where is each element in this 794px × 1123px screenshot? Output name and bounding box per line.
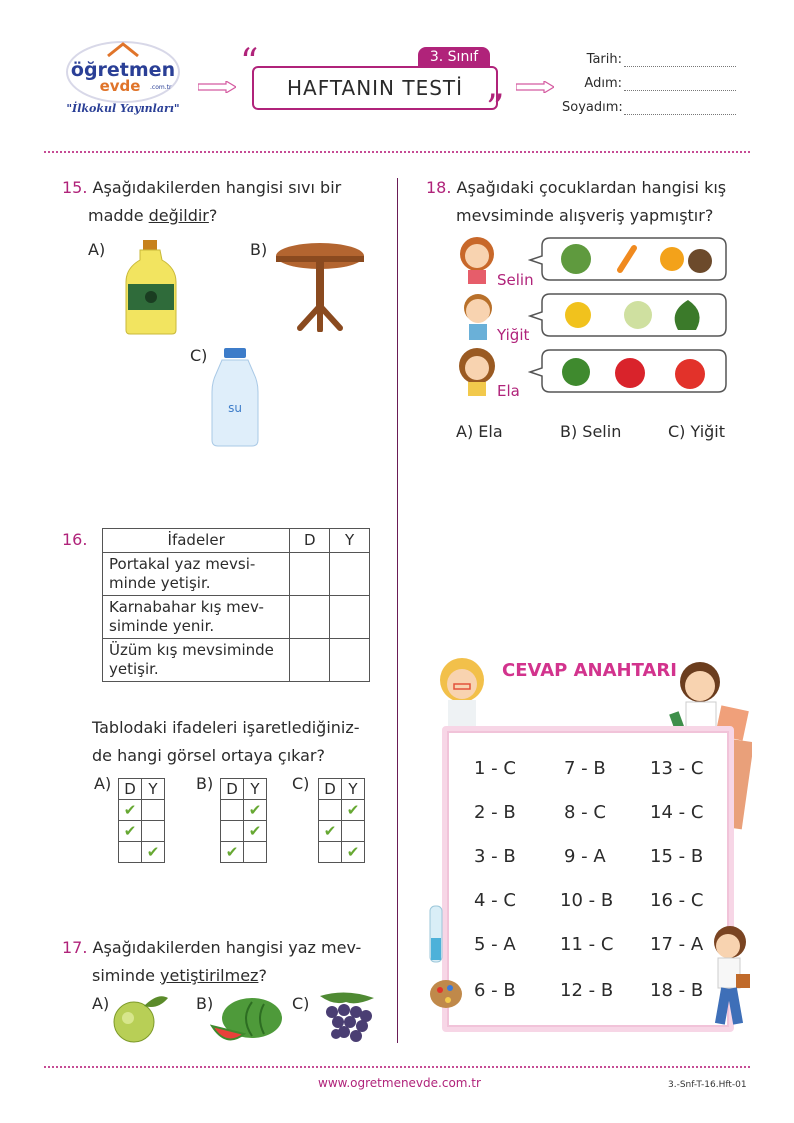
answer-item: 17 - A [650, 934, 704, 955]
table-row: Karnabahar kış mev- siminde yenir. [103, 596, 370, 639]
header-divider [44, 151, 750, 153]
wooden-table-icon [272, 240, 368, 332]
svg-text:.com.tr: .com.tr [150, 84, 172, 91]
answer-item: 9 - A [564, 846, 606, 867]
footer-url[interactable]: www.ogretmenevde.com.tr [318, 1076, 481, 1090]
answer-item: 2 - B [474, 802, 516, 823]
quince-icon [565, 302, 591, 328]
girl-avatar-icon [456, 234, 498, 284]
name-field[interactable] [562, 76, 736, 91]
check-icon: ✔ [119, 800, 142, 821]
answer-key-title: CEVAP ANAHTARI [502, 660, 677, 681]
open-quote-icon: “ [240, 42, 259, 83]
date-field[interactable] [562, 52, 736, 67]
check-icon: ✔ [319, 821, 342, 842]
question-18: 18. Aşağıdaki çocuklardan hangisi kış mevsiminde alışveriş yapmıştır? [426, 178, 727, 225]
answer-item: 1 - C [474, 758, 516, 779]
table-header-row: İfadeler D Y [103, 529, 370, 553]
plum-icon [108, 988, 170, 1046]
name-label: Adım: [584, 76, 622, 91]
answer-item: 11 - C [560, 934, 614, 955]
table-row: Üzüm kış mevsiminde yetişir. [103, 639, 370, 682]
speech-bubble [528, 290, 728, 340]
option-b-label[interactable]: B) [196, 774, 214, 793]
question-16-prompt: Tablodaki ifadeleri işaretlediğiniz- de hangi görsel ortaya çıkar? [92, 718, 360, 765]
question-15: 15. Aşağıdakilerden hangisi sıvı bir madde değildir? [62, 178, 342, 225]
d-cell[interactable] [290, 596, 330, 639]
kiwi-icon [688, 249, 712, 273]
svg-text:"İlkokul Yayınları": "İlkokul Yayınları" [66, 102, 180, 115]
svg-text:evde: evde [99, 77, 141, 95]
d-cell[interactable] [290, 553, 330, 596]
answer-item: 10 - B [560, 890, 614, 911]
close-quote-icon: ” [486, 88, 505, 129]
option-a-label[interactable]: A) [88, 240, 106, 259]
kid-name-yigit: Yiğit [497, 326, 530, 344]
page-title: HAFTANIN TESTİ [252, 66, 498, 110]
document-code: 3.-Snf-T-16.Hft-01 [668, 1080, 747, 1090]
y-cell[interactable] [330, 553, 370, 596]
check-icon: ✔ [142, 842, 165, 863]
answer-item: 8 - C [564, 802, 606, 823]
check-icon: ✔ [244, 821, 267, 842]
statements-table [102, 528, 370, 682]
option-b-label[interactable]: B) [196, 994, 214, 1013]
option-c-label[interactable]: C) [292, 994, 310, 1013]
surname-label: Soyadım: [562, 100, 623, 115]
y-cell[interactable] [330, 639, 370, 682]
grapes-icon [316, 988, 378, 1048]
answer-item: 3 - B [474, 846, 516, 867]
footer-divider [44, 1066, 750, 1068]
option-b-label[interactable]: B) [250, 240, 268, 259]
answer-item: 6 - B [474, 980, 516, 1001]
broccoli-icon [562, 358, 590, 386]
option-c-label[interactable]: C) [190, 346, 208, 365]
option-a-label[interactable]: A) [94, 774, 112, 793]
answer-item: 14 - C [650, 802, 704, 823]
svg-text:öğretmen: öğretmen [70, 59, 176, 81]
option-a-grid: D Y ✔ ✔ ✔ [118, 778, 165, 863]
question-number: 16. [62, 530, 88, 549]
publisher-logo [62, 36, 184, 120]
orange-icon [660, 247, 684, 271]
melon-icon [624, 301, 652, 329]
question-17: 17. Aşağıdakilerden hangisi yaz mev- siminde yetiştirilmez? [62, 938, 362, 985]
answer-item: 12 - B [560, 980, 614, 1001]
option-c-label[interactable]: C) [292, 774, 310, 793]
option-c[interactable]: C) Yiğit [668, 422, 726, 441]
arrow-right-icon [516, 81, 554, 93]
answer-item: 15 - B [650, 846, 704, 867]
water-bottle-icon [208, 346, 262, 448]
oil-bottle-icon [122, 238, 180, 336]
waving-boy-icon [702, 922, 758, 1030]
option-b[interactable]: B) Selin [560, 422, 622, 441]
cabbage-icon [561, 244, 591, 274]
speech-bubble [528, 346, 728, 396]
kid-name-ela: Ela [497, 382, 520, 400]
table-row: Portakal yaz mevsi- minde yetişir. [103, 553, 370, 596]
answer-item: 13 - C [650, 758, 704, 779]
question-number: 18. [426, 178, 452, 197]
answer-item: 5 - A [474, 934, 516, 955]
question-number: 15. [62, 178, 88, 197]
check-icon: ✔ [221, 842, 244, 863]
grade-badge: 3. Sınıf [418, 47, 490, 67]
answer-grid [462, 758, 712, 1008]
arrow-right-icon [198, 81, 236, 93]
y-cell[interactable] [330, 596, 370, 639]
check-icon: ✔ [342, 800, 365, 821]
kid-name-selin: Selin [497, 271, 534, 289]
d-cell[interactable] [290, 639, 330, 682]
option-a-label[interactable]: A) [92, 994, 110, 1013]
check-icon: ✔ [342, 842, 365, 863]
bottle-label: su [228, 401, 242, 415]
answer-item: 4 - C [474, 890, 516, 911]
question-number: 17. [62, 938, 88, 957]
watermelon-icon [210, 996, 284, 1048]
column-divider [397, 178, 398, 1043]
answer-item: 7 - B [564, 758, 606, 779]
flask-and-palette-icon [424, 904, 464, 1016]
girl-avatar-icon [456, 346, 498, 396]
speech-bubble [528, 234, 728, 284]
boy-avatar-icon [458, 290, 498, 340]
option-b-grid: D Y ✔ ✔ ✔ [220, 778, 267, 863]
surname-field[interactable] [562, 100, 736, 115]
date-label: Tarih: [586, 52, 622, 67]
apple-icon [615, 358, 645, 388]
check-icon: ✔ [119, 821, 142, 842]
option-c-grid: D Y ✔ ✔ ✔ [318, 778, 365, 863]
answer-item: 18 - B [650, 980, 704, 1001]
answer-item: 16 - C [650, 890, 704, 911]
option-a[interactable]: A) Ela [456, 422, 503, 441]
tomato-icon [675, 359, 705, 389]
check-icon: ✔ [244, 800, 267, 821]
